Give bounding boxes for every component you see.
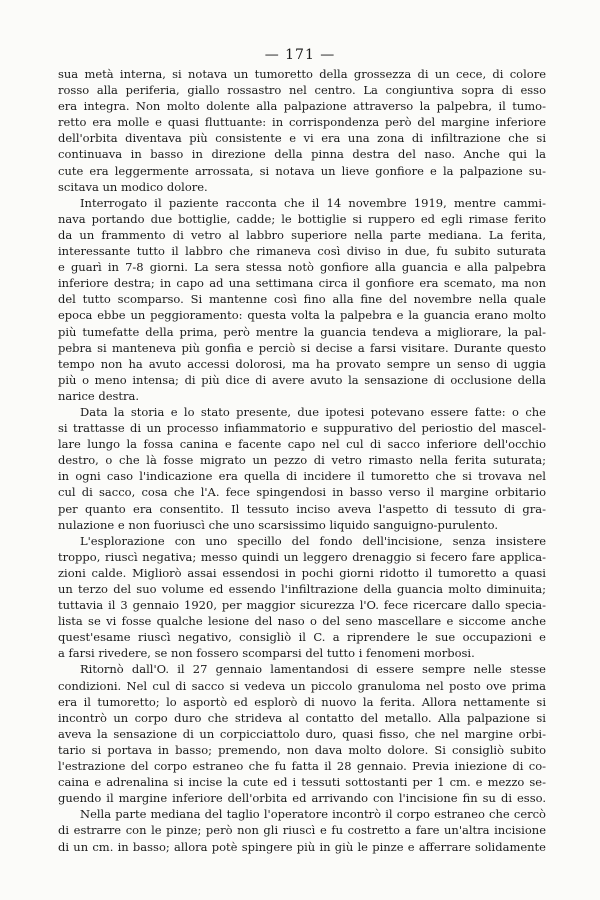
text-line: del tutto scomparso. Si mantenne così fino alla fine del novembre nella quale — [58, 292, 546, 307]
text-line: dell'orbita diventava più consistente e vi era una zona di infiltrazione che si — [58, 131, 546, 146]
text-line: tempo non ha avuto accessi dolorosi, ma ha provato sempre un senso di uggia — [58, 356, 546, 371]
text-line: scitava un modico dolore. — [58, 179, 208, 194]
text-line: era il tumoretto; lo asportò ed esplorò di nuovo la ferita. Allora nettamente si — [58, 694, 546, 709]
text-line: aveva la sensazione di un corpicciattolo duro, quasi fisso, che nel margine orbi- — [58, 726, 546, 741]
text-line: troppo, riuscì negativa; messo quindi un leggero drenaggio si fecero fare applica- — [58, 549, 546, 564]
text-line: da un frammento di vetro al labbro superiore nella parte mediana. La ferita, — [58, 227, 546, 242]
text-line: narice destra. — [58, 388, 140, 403]
text-line: più o meno intensa; di più dice di avere avuto la sensazione di occlusione della — [58, 372, 546, 387]
text-line: guendo il margine inferiore dell'orbita ed arrivando con l'incisione fin su di esso. — [58, 791, 546, 806]
text-line: di un cm. in basso; allora potè spingere più in giù le pinze e afferrare solidamente — [58, 839, 546, 854]
text-line: interessante tutto il labbro che rimaneva così diviso in due, fu subito suturata — [58, 244, 546, 259]
text-line: per quanto era consentito. Il tessuto inciso aveva l'aspetto di tessuto di gra- — [58, 501, 546, 516]
text-line: incontrò un corpo duro che strideva al contatto del metallo. Alla palpazione si — [58, 710, 546, 725]
text-line: inferiore destra; in capo ad una settimana circa il gonfiore era scemato, ma non — [58, 276, 546, 291]
text-line: più tumefatte della prima, però mentre la guancia tendeva a migliorare, la pal- — [58, 324, 546, 339]
text-line: retto era molle e quasi fluttuante: in corrispondenza però del margine inferiore — [58, 115, 546, 130]
text-line: tario si portava in basso; premendo, non dava molto dolore. Si consigliò subito — [58, 742, 546, 757]
text-line: epoca ebbe un peggioramento: questa volta la palpebra e la guancia erano molto — [58, 308, 546, 323]
text-line: lista se vi fosse qualche lesione del naso o del seno mascellare e siccome anche — [58, 614, 546, 629]
text-line: zioni calde. Migliorò assai essendosi in pochi giorni ridotto il tumoretto a quasi — [58, 565, 546, 580]
text-line: Ritornò dall'O. il 27 gennaio lamentandosi di essere sempre nelle stesse — [80, 662, 546, 677]
text-line: nava portando due bottiglie, cadde; le bottiglie si ruppero ed egli rimase ferito — [58, 211, 546, 226]
text-line: un terzo del suo volume ed essendo l'infiltrazione della guancia molto diminuita; — [58, 582, 546, 596]
text-line: a farsi rivedere, se non fossero scomparsi del tutto i fenomeni morbosi. — [58, 646, 475, 661]
text-line: condizioni. Nel cul di sacco si vedeva un piccolo granuloma nel posto ove prima — [58, 678, 546, 693]
text-line: tuttavia il 3 gennaio 1920, per maggior sicurezza l'O. fece ricercare dallo specia- — [58, 598, 546, 613]
text-line: Data la storia e lo stato presente, due ipotesi potevano essere fatte: o che — [80, 404, 546, 419]
text-line: Nella parte mediana del taglio l'operatore incontrò il corpo estraneo che cercò — [80, 807, 546, 822]
text-line: continuava in basso in direzione della pinna destra del naso. Anche qui la — [58, 147, 546, 162]
text-line: destro, o che là fosse migrato un pezzo di vetro rimasto nella ferita suturata; — [58, 453, 546, 468]
text-line: nulazione e non fuoriuscì che uno scarsissimo liquido sanguigno-purulento. — [58, 517, 499, 532]
text-line: lare lungo la fossa canina e facente capo nel cul di sacco inferiore dell'occhio — [58, 437, 546, 452]
text-line: era integra. Non molto dolente alla palpazione attraverso la palpebra, il tumo- — [58, 99, 546, 114]
body-text — [58, 66, 546, 855]
text-line: L'esplorazione con uno specillo del fondo dell'incisione, senza insistere — [80, 533, 546, 548]
text-line: cul di sacco, cosa che l'A. fece spingendosi in basso verso il margine orbitario — [58, 485, 546, 500]
text-line: l'estrazione del corpo estraneo che fu fatta il 28 gennaio. Previa iniezione di co- — [58, 759, 546, 774]
text-line: di estrarre con le pinze; però non gli riuscì e fu costretto a fare un'altra incisione — [58, 823, 546, 838]
text-line: si trattasse di un processo infiammatorio e suppurativo del periostio del mascel- — [58, 421, 546, 436]
text-line: pebra si manteneva più gonfia e perciò si decise a farsi visitare. Durante questo — [58, 340, 546, 355]
text-line: sua metà interna, si notava un tumoretto della grossezza di un cece, di colore — [58, 67, 546, 81]
text-line: in ogni caso l'indicazione era quella di incidere il tumoretto che si trovava nel — [58, 469, 546, 484]
text-line: caina e adrenalina si incise la cute ed i tessuti sottostanti per 1 cm. e mezzo se- — [58, 775, 546, 790]
text-line: cute era leggermente arrossata, si notava un lieve gonfiore e la palpazione su- — [58, 163, 546, 178]
page-number: — 171 — — [264, 47, 336, 63]
text-line: quest'esame riuscì negativo, consigliò il C. a riprendere le sue occupazioni e — [58, 630, 546, 645]
text-line: e guarì in 7-8 giorni. La sera stessa notò gonfiore alla guancia e alla palpebra — [58, 260, 546, 275]
text-line: Interrogato il paziente racconta che il 14 novembre 1919, mentre cammi- — [80, 195, 546, 210]
text-line: rosso alla periferia, giallo rossastro nel centro. La congiuntiva sopra di esso — [58, 83, 546, 98]
